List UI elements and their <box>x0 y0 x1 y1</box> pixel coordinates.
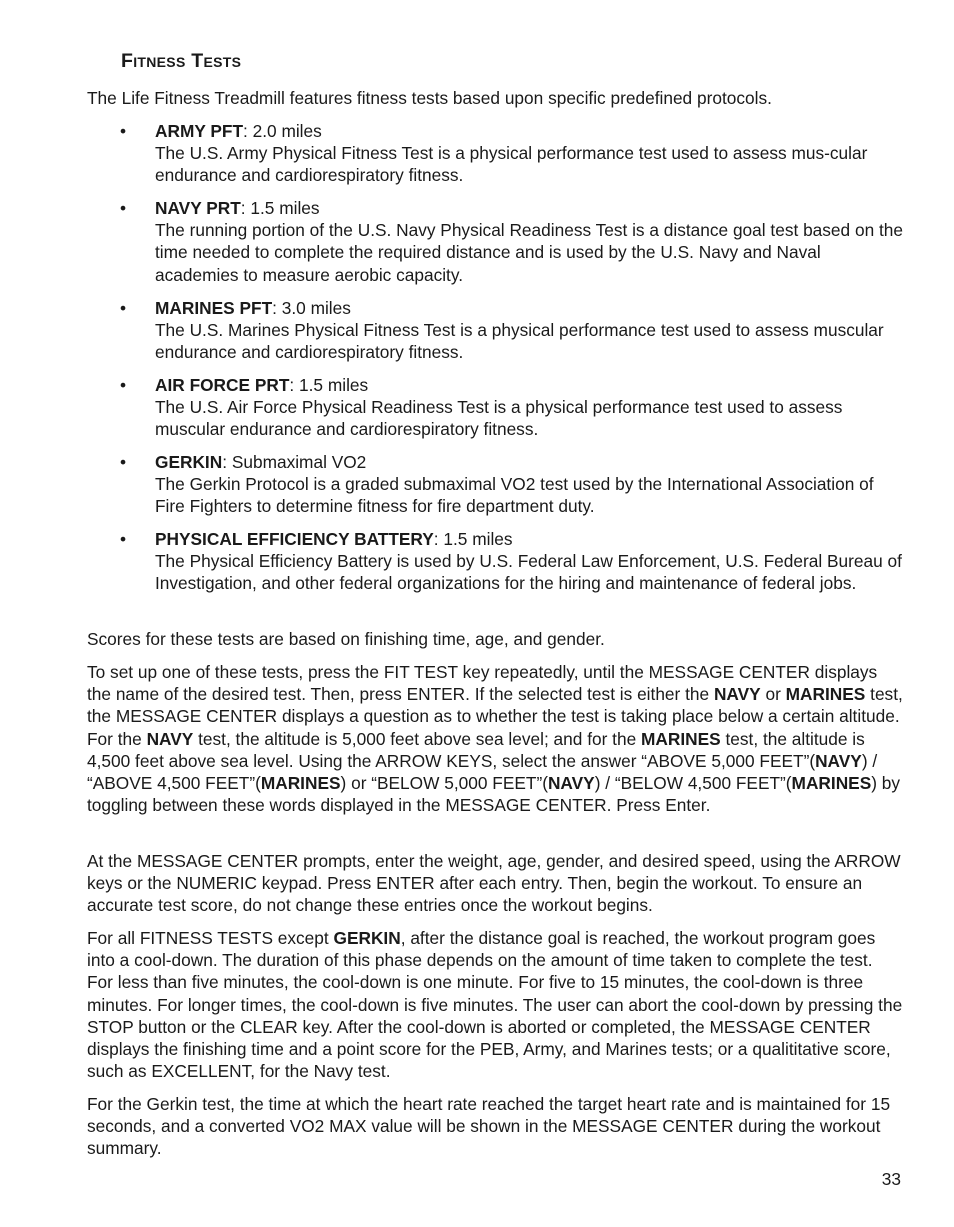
list-item <box>0 528 954 628</box>
test-detail: : Submaximal VO2 <box>222 452 367 472</box>
gerkin-note-paragraph: For the Gerkin test, the time at which the heart rate reached the target heart rate and is maintained for 15 seconds, and a converted VO2 MAX value will be shown in the MESSAGE CENTER during the workout summary. <box>87 1094 891 1159</box>
list-item <box>0 197 954 297</box>
bullet-icon: • <box>120 529 127 549</box>
test-name: AIR FORCE PRT <box>155 375 290 395</box>
test-description: The U.S. Air Force Physical Readiness Test is a physical performance test used to assess muscular endurance and cardiorespiratory fitness. <box>155 397 843 440</box>
test-description: The running portion of the U.S. Navy Physical Readiness Test is a distance goal test based on the time needed to complete the required distance and is used by the U.S. Navy and Naval academies to measure aerobic capacity. <box>155 220 904 285</box>
page-number: 33 <box>881 1169 901 1189</box>
test-detail: : 1.5 miles <box>433 529 513 549</box>
bullet-icon: • <box>120 121 127 141</box>
fitness-test-list <box>0 120 954 628</box>
section-heading: Fitness Tests <box>121 50 242 72</box>
list-item <box>0 297 954 374</box>
test-description: The U.S. Army Physical Fitness Test is a physical performance test used to assess mus-cular endurance and cardiorespiratory fitness. <box>155 143 868 186</box>
test-name: GERKIN <box>155 452 223 472</box>
test-name: PHYSICAL EFFICIENCY BATTERY <box>155 529 434 549</box>
test-detail: : 1.5 miles <box>289 375 369 395</box>
list-item-body <box>155 451 903 518</box>
bullet-icon: • <box>120 375 127 395</box>
bullet-icon: • <box>120 298 127 318</box>
list-item <box>0 451 954 528</box>
test-description: The Physical Efficiency Battery is used by U.S. Federal Law Enforcement, U.S. Federal Bureau of Investigation, and other federal organizations for the hiring and maintenance of federal jobs. <box>155 551 902 594</box>
cooldown-paragraph: For all FITNESS TESTS except GERKIN, after the distance goal is reached, the workout program goes into a cool-down. The duration of this phase depends on the amount of time taken to complete the test. For less than five minutes, the cool-down is one minute. For five to 15 minutes, the cool-down is three minutes. For longer times, the cool-down is five minutes. The user can abort the cool-down by pressing the STOP button or the CLEAR key. After the cool-down is aborted or completed, the MESSAGE CENTER displays the finishing time and a point score for the PEB, Army, and Marines tests; or a qualititative score, such as EXCELLENT, for the Navy test. <box>87 928 903 1082</box>
list-item-body <box>155 120 903 187</box>
test-detail: : 1.5 miles <box>240 198 320 218</box>
prompts-paragraph: At the MESSAGE CENTER prompts, enter the weight, age, gender, and desired speed, using the ARROW keys or the NUMERIC keypad. Press ENTER after each entry. Then, begin the workout. To ensure an accurate test score, do not change these entries once the workout begins. <box>87 851 901 916</box>
test-description: The U.S. Marines Physical Fitness Test is a physical performance test used to assess muscular endurance and cardiorespiratory fitness. <box>155 320 884 363</box>
test-name: ARMY PFT <box>155 121 244 141</box>
test-description: The Gerkin Protocol is a graded submaximal VO2 test used by the International Association of Fire Fighters to determine fitness for fire department duty. <box>155 474 874 517</box>
intro-paragraph: The Life Fitness Treadmill features fitness tests based upon specific predefined protocols. <box>87 88 772 108</box>
bullet-icon: • <box>120 452 127 472</box>
setup-paragraph: To set up one of these tests, press the FIT TEST key repeatedly, until the MESSAGE CENTER displays the name of the desired test. Then, press ENTER. If the selected test is either the NAVY or MARINES test, the MESSAGE CENTER displays a question as to whether the test is taking place below a certain altitude. For the NAVY test, the altitude is 5,000 feet above sea level; and for the MARINES test, the altitude is 4,500 feet above sea level. Using the ARROW KEYS, select the answer “ABOVE 5,000 FEET”(NAVY) / “ABOVE 4,500 FEET”(MARINES) or “BELOW 5,000 FEET”(NAVY) / “BELOW 4,500 FEET”(MARINES) by toggling between these words displayed in the MESSAGE CENTER. Press Enter. <box>87 662 903 816</box>
scores-paragraph: Scores for these tests are based on finishing time, age, and gender. <box>87 629 605 649</box>
list-item-body <box>155 197 903 286</box>
list-item-body <box>155 528 903 595</box>
list-item-body <box>155 297 903 364</box>
list-item <box>0 120 954 197</box>
test-name: NAVY PRT <box>155 198 241 218</box>
list-item <box>0 374 954 451</box>
test-name: MARINES PFT <box>155 298 273 318</box>
test-detail: : 3.0 miles <box>272 298 351 318</box>
list-item-body <box>155 374 903 441</box>
bullet-icon: • <box>120 198 127 218</box>
test-detail: : 2.0 miles <box>243 121 322 141</box>
